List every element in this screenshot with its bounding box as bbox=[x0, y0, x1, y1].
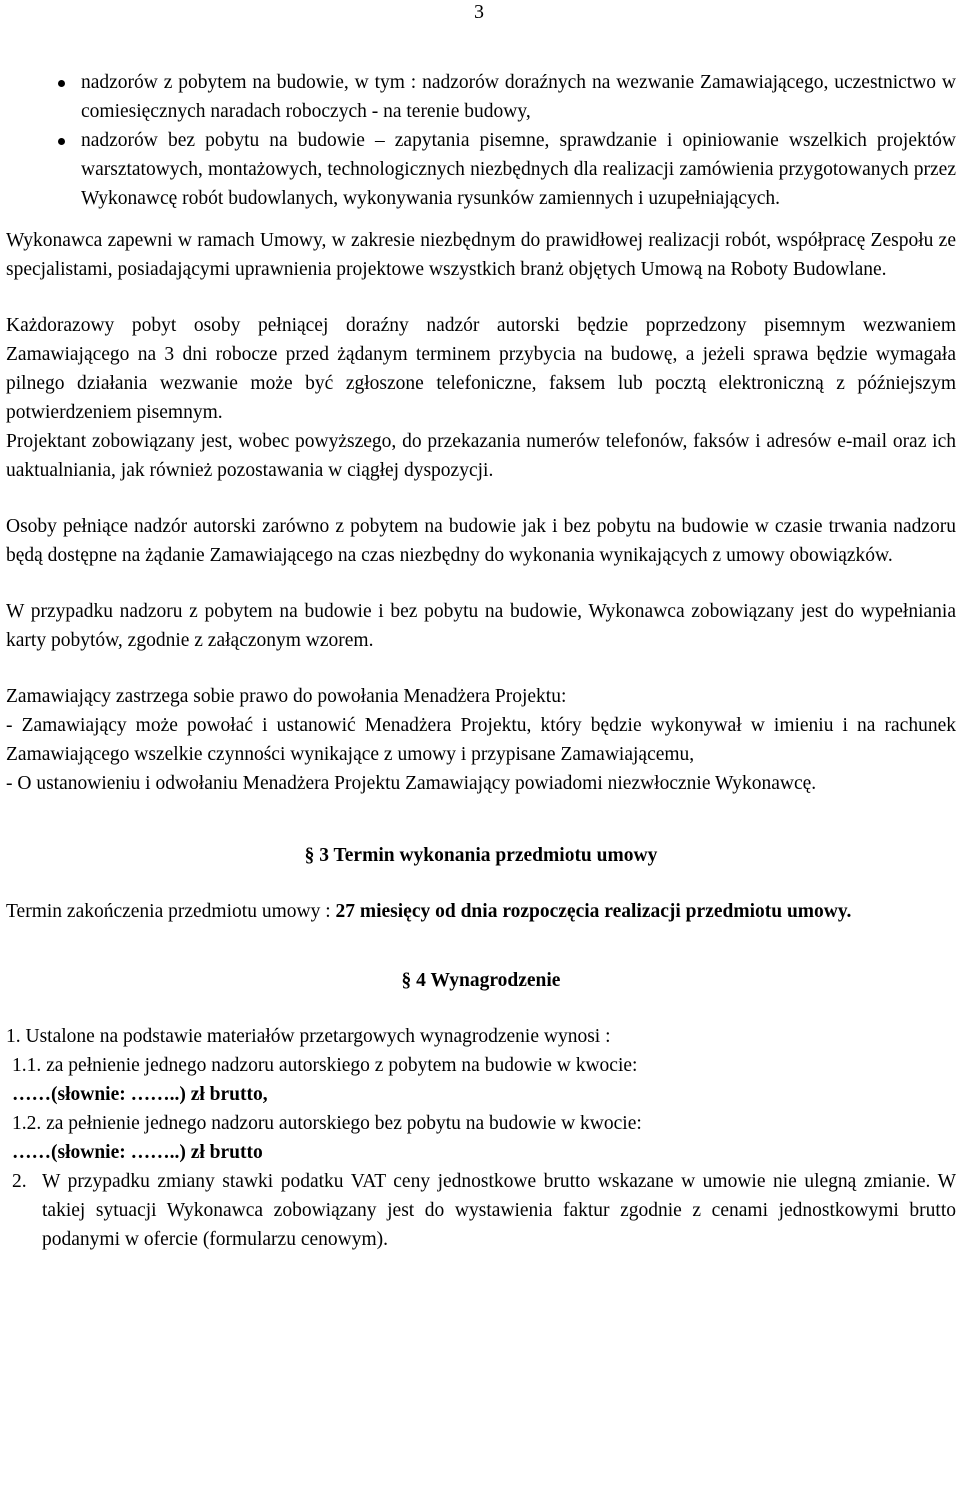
section-heading-remuneration: § 4 Wynagrodzenie bbox=[401, 970, 561, 991]
remuneration-item-1: 1. Ustalone na podstawie materiałów przetargowych wynagrodzenie wynosi : bbox=[6, 1026, 611, 1047]
section-heading-term: § 3 Termin wykonania przedmiotu umowy bbox=[304, 845, 658, 866]
bullet-item-offsite-supervision: nadzorów bez pobytu na budowie – zapytania pisemne, sprawdzanie i opiniowanie wszelkich projektów warsztatowych, montażowych, technologicznych niezbędnych dla realizacji zamówienia przygotowanych przez Wykonawcę robót budowlanych, wykonywania rysunków zamiennych i uzupełniających. bbox=[6, 126, 956, 213]
term-text: Termin zakończenia przedmiotu umowy : bbox=[6, 901, 336, 922]
remuneration-item-2 bbox=[6, 1167, 956, 1254]
paragraph-contact-details: Projektant zobowiązany jest, wobec powyższego, do przekazania numerów telefonów, faksów i adresów e-mail oraz ich uaktualniania, jak również pozostawania w ciągłej dyspozycji. bbox=[6, 431, 956, 481]
paragraph-term bbox=[6, 897, 956, 926]
bullet-list bbox=[6, 68, 956, 213]
remuneration-item-2-text: W przypadku zmiany stawki podatku VAT ceny jednostkowe brutto wskazane w umowie nie ulegną zmianie. W takiej sytuacji Wykonawca zobowiązany jest do wystawienia faktur zgodnie z cenami jednostkowymi brutto podanymi w ofercie (formularzu cenowym). bbox=[42, 1171, 956, 1250]
remuneration-item-1-1-amount: ……(słownie: ……..) zł brutto, bbox=[12, 1084, 268, 1105]
remuneration-item-1-1: 1.1. za pełnienie jednego nadzoru autorskiego z pobytem na budowie w kwocie: bbox=[12, 1055, 638, 1076]
bullet-item-onsite-supervision: nadzorów z pobytem na budowie, w tym : nadzorów doraźnych na wezwanie Zamawiającego, uczestnictwo w comiesięcznych naradach roboczych - na terenie budowy, bbox=[6, 68, 956, 126]
paragraph-availability: Osoby pełniące nadzór autorski zarówno z pobytem na budowie jak i bez pobytu na budowie w czasie trwania nadzoru będą dostępne na żądanie Zamawiającego na czas niezbędny do wykonania wynikających z umowy obowiązków. bbox=[6, 516, 956, 566]
paragraph-manager-notice: - O ustanowieniu i odwołaniu Menadżera Projektu Zamawiający powiadomi niezwłocznie Wykonawcę. bbox=[6, 773, 817, 794]
paragraph-project-manager: Zamawiający zastrzega sobie prawo do powołania Menadżera Projektu: bbox=[6, 686, 567, 707]
remuneration-item-1-2: 1.2. za pełnienie jednego nadzoru autorskiego bez pobytu na budowie w kwocie: bbox=[12, 1113, 642, 1134]
page-number: 3 bbox=[474, 1, 484, 23]
remuneration-item-1-2-amount: ……(słownie: ……..) zł brutto bbox=[12, 1142, 263, 1163]
paragraph-manager-appointment: - Zamawiający może powołać i ustanowić Menadżera Projektu, który będzie wykonywał w imieniu i na rachunek Zamawiającego wszelkie czynności wynikające z umowy i przypisane Zamawiającemu, bbox=[6, 715, 956, 765]
remuneration-item-2-number: 2. bbox=[12, 1171, 27, 1192]
document-body bbox=[6, 68, 956, 1254]
term-duration: 27 miesięcy od dnia rozpoczęcia realizacji przedmiotu umowy. bbox=[335, 901, 852, 922]
paragraph-visit-card: W przypadku nadzoru z pobytem na budowie i bez pobytu na budowie, Wykonawca zobowiązany jest do wypełniania karty pobytów, zgodnie z załączonym wzorem. bbox=[6, 601, 956, 651]
paragraph-site-visit: Każdorazowy pobyt osoby pełniącej doraźny nadzór autorski będzie poprzedzony pisemnym wezwaniem Zamawiającego na 3 dni robocze przed żądanym terminem przybycia na budowę, a jeżeli sprawa będzie wymagała pilnego działania wezwanie może być zgłoszone telefoniczne, faksem lub pocztą elektroniczną z późniejszym potwierdzeniem pisemnym. bbox=[6, 315, 956, 423]
paragraph-cooperation: Wykonawca zapewni w ramach Umowy, w zakresie niezbędnym do prawidłowej realizacji robót, współpracę Zespołu ze specjalistami, posiadającymi uprawnienia projektowe wszystkich branż objętych Umową na Roboty Budowlane. bbox=[6, 230, 956, 280]
